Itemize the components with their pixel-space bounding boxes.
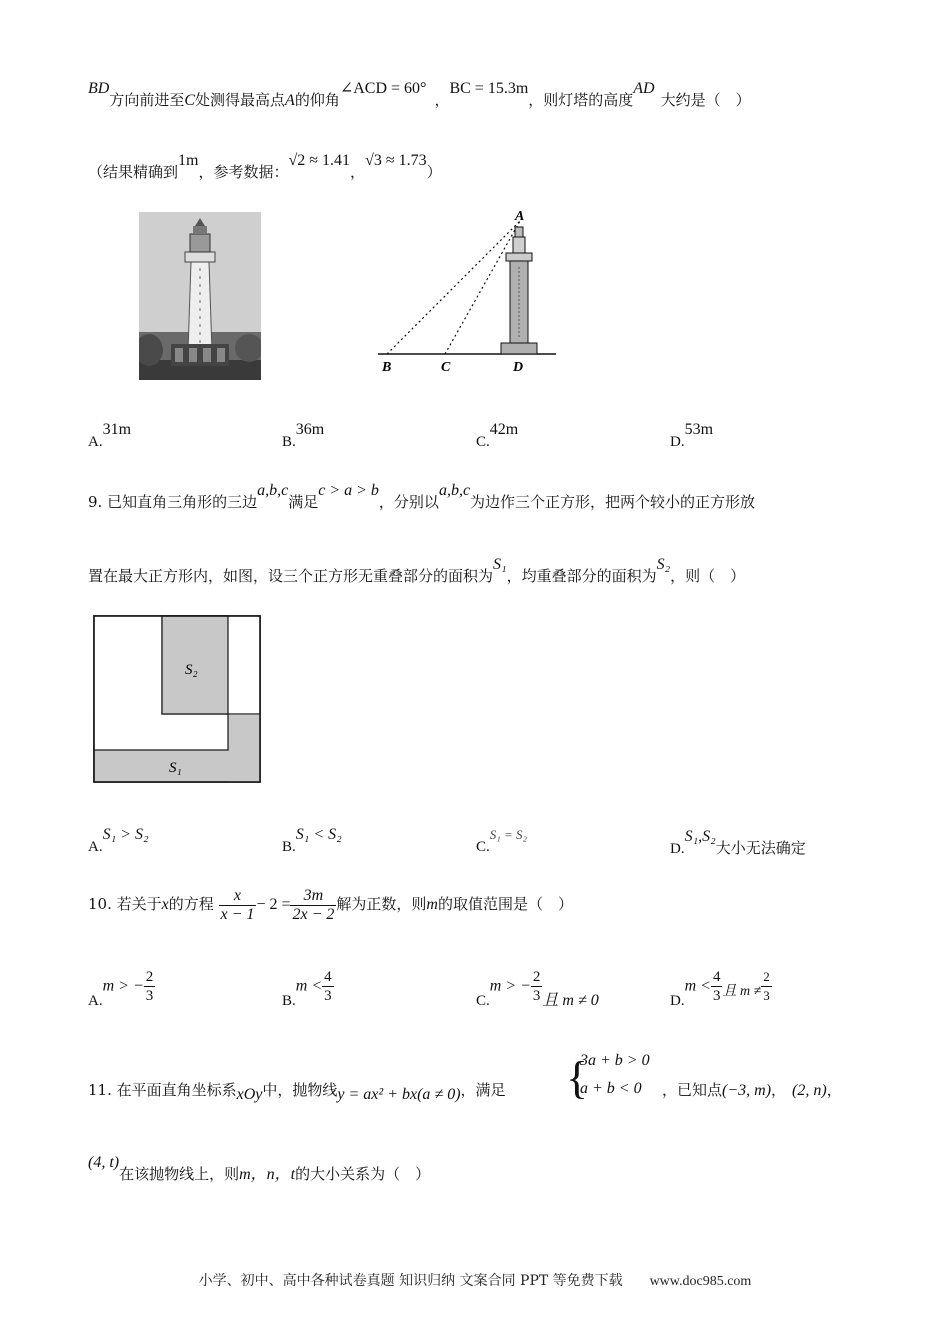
page-footer (0, 1270, 950, 1290)
q8-option-a[interactable]: A.31m (88, 421, 132, 450)
q9-option-b[interactable]: B.S₁ < S₂ (282, 826, 342, 855)
q9-option-c[interactable]: C.S₁ = S₂ (476, 827, 528, 855)
ref-sqrt3: √3 ≈ 1.73 (365, 152, 427, 169)
eq-lhs-fraction: $\frac{x}{x - 1}$ (220, 886, 255, 923)
q8-line1: BD方向前进至C处测得最高点A的仰角∠ACD = 60°，BC = 15.3m，则灯塔的高度AD大约是（ ） (88, 80, 751, 109)
q10-line: 10. 若关于x的方程 $\frac{x}{x - 1}$ − 2 = $\frac{3m}{2x - 2}$ 解为正数，则m的取值范围是（ ） (88, 886, 573, 923)
diagram-label-d: D (513, 360, 524, 375)
q10-option-c[interactable]: C.m > − $\frac{2}{3}$ 且 m ≠ 0 (476, 969, 599, 1009)
q10-option-b[interactable]: B.m < $\frac{4}{3}$ (282, 969, 332, 1009)
q11-line1: 11. 在平面直角坐标系xOy中，抛物线y = ax² + bx(a ≠ 0)，满足 (88, 1081, 506, 1103)
footer-text: 小学、初中、高中各种试卷真题 知识归纳 文案合同 PPT 等免费下载 (198, 1273, 623, 1289)
q10-option-a[interactable]: A.m > − $\frac{2}{3}$ (88, 969, 154, 1009)
q8-angle: ∠ACD = 60° (339, 80, 427, 97)
q10-option-d[interactable]: D.m < $\frac{4}{3}$ 且 m ≠ $\frac{2}{3}$ (670, 969, 770, 1009)
q8-line2: （结果精确到1m，参考数据：√2 ≈ 1.41，√3 ≈ 1.73） (88, 152, 442, 181)
label-s2: S₂ (185, 662, 198, 678)
lighthouse-photo (139, 212, 261, 380)
diagram-label-b: B (382, 360, 392, 375)
lighthouse-diagram (370, 205, 570, 380)
diagram-label-c: C (441, 360, 451, 375)
q11-condition-system: { 3a + b > 0 a + b < 0 (566, 1052, 650, 1103)
ref-sqrt2: √2 ≈ 1.41 (288, 152, 351, 169)
label-s1: S₁ (169, 760, 182, 776)
q9-line1: 9. 已知直角三角形的三边a,b,c满足c > a > b，分别以a,b,c为边作三个正方形，把两个较小的正方形放 (88, 482, 756, 511)
q8-option-c[interactable]: C.42m (476, 421, 519, 450)
diagram-label-a: A (515, 209, 525, 224)
q9-option-d[interactable]: D.S₁,S₂大小无法确定 (670, 828, 806, 857)
q8-bd: BD (88, 80, 110, 97)
q9-line2: 置在最大正方形内，如图，设三个正方形无重叠部分的面积为S₁，均重叠部分的面积为S₂，则（ ） (88, 556, 746, 585)
q11-line1-tail: ，已知点(−3, m)， (2, n)， (662, 1081, 842, 1099)
eq-rhs-fraction: $\frac{3m}{2x - 2}$ (292, 886, 335, 923)
q11-line2: (4, t)在该抛物线上，则m，n，t的大小关系为（ ） (88, 1154, 431, 1183)
q8-option-b[interactable]: B.36m (282, 421, 325, 450)
squares-diagram (93, 615, 263, 785)
q8-option-d[interactable]: D.53m (670, 421, 714, 450)
q8-bc: BC = 15.3m (449, 80, 529, 97)
q9-option-a[interactable]: A.S₁ > S₂ (88, 826, 149, 855)
footer-url[interactable]: www.doc985.com (649, 1274, 752, 1289)
